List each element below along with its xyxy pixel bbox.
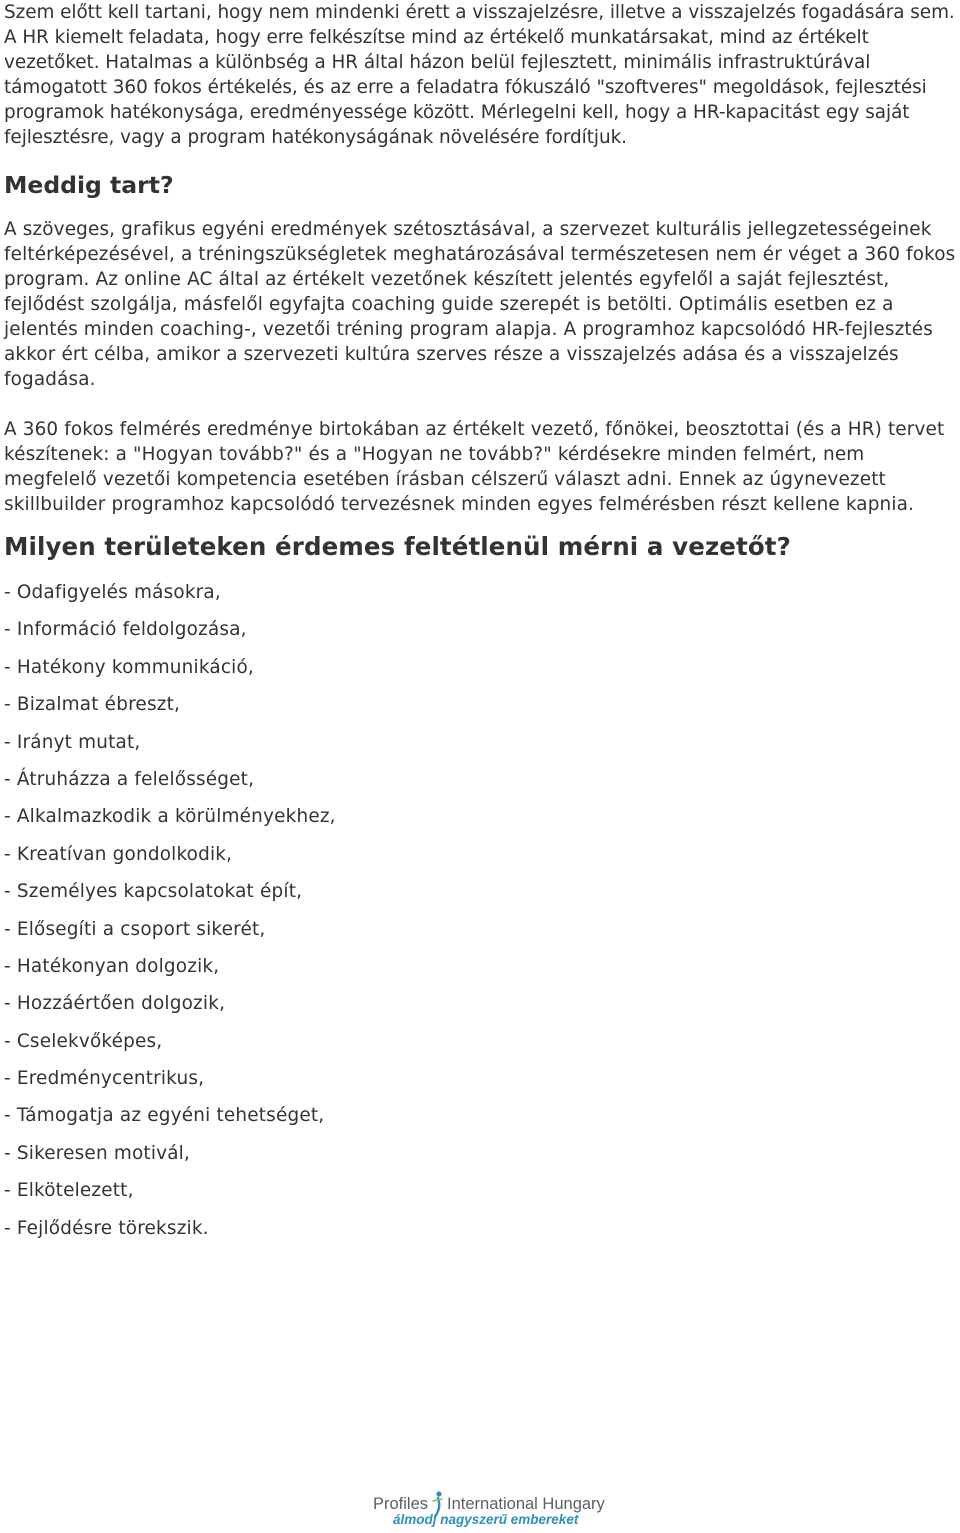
list-item: - Kreatívan gondolkodik, (4, 843, 233, 865)
intro-paragraph: Szem előtt kell tartani, hogy nem mindenki érett a visszajelzésre, illetve a visszajelzés fogadására sem. A HR kiemelt feladata, hogy erre felkészítse mind az értékelő munkatársakat, mind az értékelt vezetőket. Hatalmas a különbség a HR által házon belül fejlesztett, minimális infrastruktúrával támogatott 360 fokos értékelés, és az erre a feladatra fókuszáló "szoftveres" megoldások, fejlesztési programok hatékonysága, eredményessége között. Mérlegelni kell, hogy a HR-kapacitást egy saját fejlesztésre, vagy a program hatékonyságának növelésére fordítjuk. (4, 2, 955, 148)
list-item: - Irányt mutat, (4, 731, 141, 753)
document-body (4, 0, 958, 1247)
section-heading-duration: Meddig tart? (4, 171, 174, 199)
list-item: - Bizalmat ébreszt, (4, 694, 181, 716)
list-item: - Támogatja az egyéni tehetséget, (4, 1105, 325, 1127)
skill-list (4, 574, 958, 1247)
list-item: - Sikeresen motivál, (4, 1142, 191, 1164)
duration-paragraph-1: A szöveges, grafikus egyéni eredmények szétosztásával, a szervezet kulturális jellegzetességeinek feltérképezésével, a tréningszükségletek meghatározásával természetesen nem ér véget a 360 fokos program. Az online AC által az értékelt vezetőnek készített jelentés egyfelől a saját fejlesztést, fejlődést szolgálja, másfelől egyfajta coaching guide szerepét is betölti. Optimális esetben ez a jelentés minden coaching-, vezetői tréning program alapja. A programhoz kapcsolódó HR-fejlesztés akkor ért célba, amikor a szervezeti kultúra szerves része a visszajelzés adása és a visszajelzés fogadása. (4, 219, 956, 390)
list-item: - Hozzáértően dolgozik, (4, 993, 226, 1015)
list-item: - Cselekvőképes, (4, 1030, 163, 1052)
list-item: - Odafigyelés másokra, (4, 582, 221, 603)
company-logo (0, 1462, 960, 1533)
list-item: - Átruházza a felelősséget, (4, 768, 255, 790)
list-item: - Alkalmazkodik a körülményekhez, (4, 806, 336, 828)
logo-word-profiles: Profiles (373, 1494, 429, 1513)
list-item: - Információ feldolgozása, (4, 619, 247, 641)
list-item: - Hatékonyan dolgozik, (4, 955, 220, 977)
logo-word-international: International Hungary (447, 1494, 605, 1513)
section-heading-areas: Milyen területeken érdemes feltétlenül mérni a vezetőt? (4, 532, 791, 561)
list-item: - Személyes kapcsolatokat épít, (4, 881, 303, 903)
list-item: - Elősegíti a csoport sikerét, (4, 918, 266, 940)
list-item: - Elkötelezett, (4, 1180, 134, 1202)
duration-paragraph-2: A 360 fokos felmérés eredménye birtokában az értékelt vezető, főnökei, beosztottai (és a HR) tervet készítenek: a "Hogyan tovább?" és a "Hogyan ne tovább?" kérdésekre minden felmért, nem megfelelő vezetői kompetencia esetében írásban célszerű választ adni. Ennek az úgynevezett skillbuilder programhoz kapcsolódó tervezésnek minden egyes felmérésben részt kellene kapnia. (4, 419, 945, 515)
list-item: - Eredménycentrikus, (4, 1068, 205, 1090)
logo-tagline: álmodj nagyszerű embereket (393, 1512, 579, 1527)
list-item: - Hatékony kommunikáció, (4, 656, 254, 678)
list-item: - Fejlődésre törekszik. (4, 1217, 209, 1239)
